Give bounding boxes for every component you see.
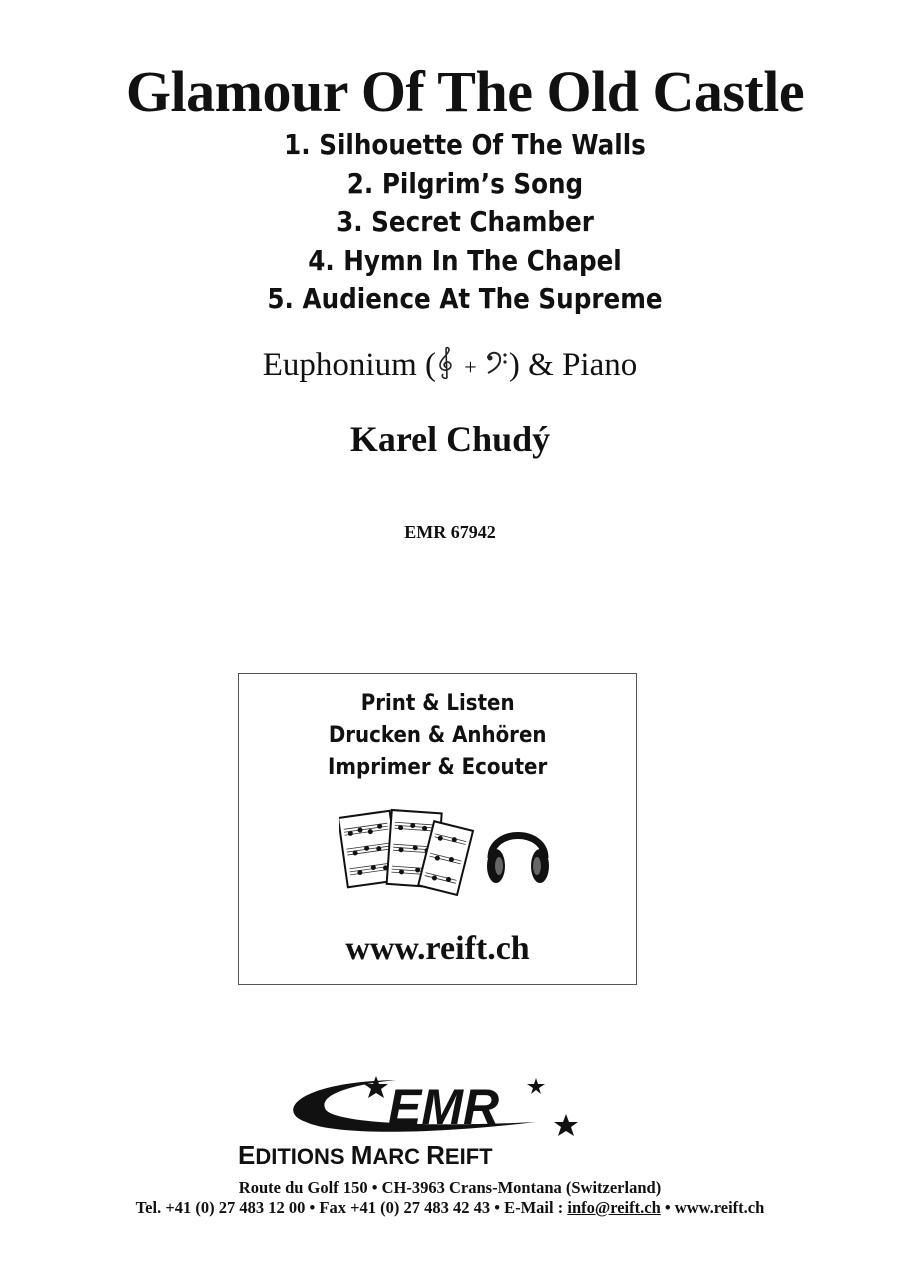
- movement-item: 1. Silhouette Of The Walls: [284, 128, 646, 161]
- promo-line: Drucken & Anhören: [328, 723, 547, 748]
- star-icon: [364, 1076, 388, 1098]
- star-icon: [527, 1078, 545, 1094]
- print-listen-box: [238, 673, 637, 985]
- sheet-music-icon: [339, 810, 473, 895]
- instrumentation: [0, 346, 900, 389]
- movement-item: 5. Audience At The Supreme: [267, 282, 663, 315]
- email-link[interactable]: info@reift.ch: [567, 1198, 661, 1217]
- movement-item: 4. Hymn In The Chapel: [308, 243, 622, 277]
- publisher-address: Route du Golf 150 • CH-3963 Crans-Montana (Switzerland): [238, 1178, 662, 1197]
- print-listen-illustration: [339, 806, 559, 896]
- star-icon: [554, 1114, 578, 1136]
- promo-line: Imprimer & Ecouter: [328, 755, 548, 780]
- promo-text: [259, 688, 616, 784]
- plus-sign: +: [464, 354, 477, 380]
- instrumentation-suffix: ) & Piano: [508, 347, 638, 384]
- score-title: Glamour Of The Old Castle: [125, 59, 805, 124]
- movement-list: [56, 126, 874, 319]
- catalog-number: EMR 67942: [404, 522, 496, 542]
- treble-clef-icon: [436, 346, 456, 389]
- composer-name: Karel Chudý: [349, 419, 551, 459]
- headphones-icon: [487, 836, 549, 884]
- logo-mark: EMR: [388, 1079, 500, 1135]
- promo-line: Print & Listen: [360, 691, 515, 716]
- publisher-contact: [0, 1198, 900, 1218]
- contact-phone-fax: Tel. +41 (0) 27 483 12 00 • Fax +41 (0) 27 483 42 43 • E-Mail :: [135, 1198, 568, 1217]
- instrumentation-prefix: Euphonium (: [262, 347, 436, 384]
- movement-item: 2. Pilgrim’s Song: [346, 166, 584, 200]
- publisher-name: EDITIONS MARC REIFT: [238, 1140, 493, 1170]
- publisher-logo: [236, 1072, 676, 1172]
- bass-clef-icon: [485, 348, 509, 387]
- contact-website: • www.reift.ch: [660, 1198, 765, 1217]
- website-link[interactable]: www.reift.ch: [345, 930, 530, 967]
- movement-item: 3. Secret Chamber: [336, 205, 594, 238]
